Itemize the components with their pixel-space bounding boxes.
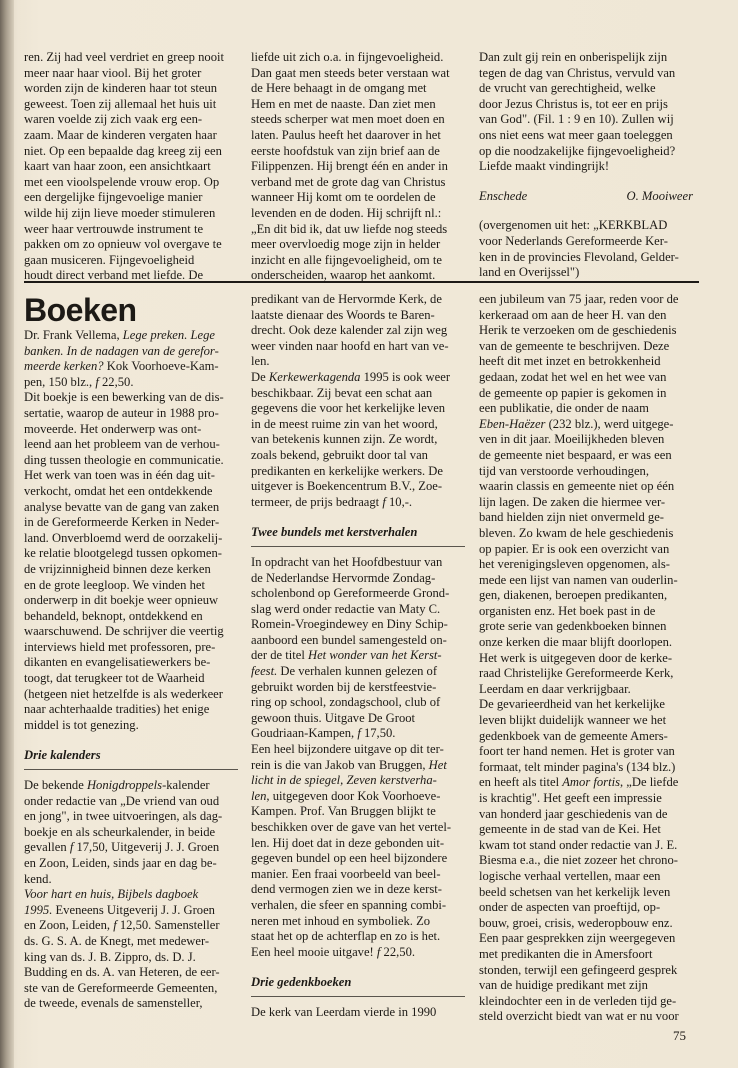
kalenders-text <box>24 778 238 1012</box>
text-line: onder de aspecten van proeftijd, op- <box>479 900 661 915</box>
text-line: staat het op de achterflap en zo is het. <box>251 929 441 944</box>
text-line: (hetgeen niet hetzelfde is als wederkeer <box>24 686 223 701</box>
text-line: meer naar haar viool. Bij het groter <box>24 65 202 80</box>
text-line: steld overzicht biedt van wat er nu voor <box>479 1009 679 1024</box>
text-line: boekje en als scheurkalender, in beide <box>24 824 216 839</box>
text-line: het verenigingsleven opgenomen, als- <box>479 557 670 572</box>
text-line: ons niet eens wat meer gaan toeleggen <box>479 127 673 142</box>
text-line: analyse bevatte van de gang van zaken <box>24 499 220 514</box>
text-line: beschikbaar. Zij bevat een schat aan <box>251 385 433 400</box>
text-line: in de meest ruime zin van het woord, <box>251 416 438 431</box>
text-line: de vrucht van gerechtigheid, welke <box>479 81 656 96</box>
text-line: Het werk is uitgegeven door de kerke- <box>479 650 673 665</box>
text-line: is krachtig". Het geeft een impressie <box>479 791 662 805</box>
text-line: niet. Op een bepaalde dag kreeg zij een <box>24 143 222 158</box>
text-line: Budding en ds. A. van Heteren, de eer- <box>24 965 220 980</box>
text-line: een publikatie, die onder de naam <box>479 401 649 416</box>
text-line: onze kerken die maar blijft doorlopen. <box>479 635 673 650</box>
text-line: de gemeente op papier is gekomen in <box>479 385 667 400</box>
text-line: wilde hij zijn lieve moeder stimuleren <box>24 205 216 220</box>
text-line: meerde kerken? Kok Voorhoeve-Kam- <box>24 359 219 374</box>
kalenders-continued <box>251 292 465 510</box>
text-line: onderwerp in dit boekje weer opnieuw <box>24 593 219 608</box>
text-line: De bekende Honigdroppels-kalender <box>24 778 210 793</box>
text-line: ke relatie blootgelegd tussen opkomen- <box>24 546 222 561</box>
text-line: banken. In de nadagen van de gerefor- <box>24 343 219 358</box>
text-line: op die noodzakelijke fijngevoeligheid? <box>479 143 676 158</box>
text-line: verband met de grote dag van Christus <box>251 174 446 189</box>
source-note <box>479 218 693 280</box>
text-line: de Here behaagt in de omgang met <box>251 81 427 96</box>
text-line: organisten enz. Het boek past in de <box>479 603 656 618</box>
text-line: Leerdam en daar verkrijgbaar. <box>479 681 631 696</box>
text-line: predikanten en kerkelijke werkers. De <box>251 463 443 478</box>
text-line: Goudriaan-Kampen, f 17,50. <box>251 726 396 741</box>
text-line: gebruikt worden bij de kerstfeestvie- <box>251 679 437 694</box>
text-line: van de huidige predikant met zijn <box>479 978 648 993</box>
text-line: tegen de dag van Christus, vervuld van <box>479 65 676 80</box>
text-line: levenden en de doden. Hij schrijft nl.: <box>251 205 442 220</box>
text-line: ring op school, zondagschool, club of <box>251 695 441 710</box>
text-line: onderscheiden, waarop het aankomt. <box>251 268 436 283</box>
text-line: stonden, terwijl een gefingeerd gesprek <box>479 962 678 977</box>
text-line: kerkeraad om aan de heer H. van den <box>479 307 667 322</box>
text-line: pen, 150 blz., f 22,50. <box>24 374 134 389</box>
text-line: Voor hart en huis, Bijbels dagboek <box>24 887 199 902</box>
text-line: gewoon thuis. Uitgave De Groot <box>251 710 416 725</box>
text-line: met predikanten die in Amersfoort <box>479 946 653 961</box>
text-line: leend aan het probleem van de verhou- <box>24 437 220 452</box>
text-line: gegevens die voor het kerkelijke leven <box>251 401 446 416</box>
text-line: Een heel bijzondere uitgave op dit ter- <box>251 742 444 757</box>
text-line: licht in de spiegel, Zeven kerstverha- <box>251 773 437 788</box>
signature <box>479 189 693 205</box>
text-line: dikanten en evangelisatiewerkers be- <box>24 655 211 670</box>
text-line: In opdracht van het Hoofdbestuur van <box>251 554 443 569</box>
text-line: weer vinden naar hoofd en hart van ve- <box>251 338 449 353</box>
text-line: ken in de provincies Flevoland, Gelder- <box>479 249 679 264</box>
text-line: met een vioolspelende vrouw erop. Op <box>24 174 220 189</box>
text-line: de tweede, evenals de samensteller, <box>24 996 203 1011</box>
signature-place: Enschede <box>479 188 528 203</box>
text-line: Dan zult gij rein en onberispelijk zijn <box>479 50 668 64</box>
book-vellema-reference <box>24 328 238 390</box>
top-column-3 <box>479 50 693 281</box>
section-title: Boeken <box>24 292 137 328</box>
text-line: rein is die van Jakob van Bruggen, Het <box>251 757 447 772</box>
text-line: feest. De verhalen kunnen gelezen of <box>251 664 438 679</box>
text-line: van honderd jaar geschiedenis van de <box>479 806 668 821</box>
text-line: waarschuwend. De schrijver die veertig <box>24 624 224 639</box>
text-line: naar achterhaalde tradities) het enige <box>24 702 210 717</box>
text-line: Eben-Haëzer (232 blz.), werd uitgege- <box>479 416 674 431</box>
text-line: foort ter hand nemen. Het is groter van <box>479 744 675 759</box>
text-line: beschikken over de gave van het vertel- <box>251 820 452 834</box>
text-line: inzicht en alle fijngevoeligheid, om te <box>251 252 442 267</box>
text-line: land en Overijssel") <box>479 265 580 280</box>
text-line: Het werk van toen was in één dag uit- <box>24 468 215 483</box>
text-line: gevallen f 17,50, Uitgeverij J. J. Groen <box>24 840 220 855</box>
text-line: manier. Een fraai voorbeeld van beel- <box>251 866 441 881</box>
text-line: land. Onverbloemd werd de oorzakelij- <box>24 530 223 545</box>
text-line: liefde uit zich o.a. in fijngevoeligheid. <box>251 50 444 64</box>
text-line: Herik te verzoeken om de geschiedenis <box>479 323 677 338</box>
text-line: Een heel mooie uitgave! f 22,50. <box>251 944 416 959</box>
text-line: logische verhaal vertellen, maar een <box>479 868 661 883</box>
text-line: verkocht, omdat het een ontdekkende <box>24 483 213 498</box>
text-line: heeft dit met inzet en betrokkenheid <box>479 354 661 369</box>
text-line: mede een lijst van namen van ouderlin- <box>479 572 678 587</box>
text-line: van God". (Fil. 1 : 9 en 10). Zullen wij <box>479 112 674 127</box>
gedenkboeken-text <box>251 1005 465 1021</box>
text-line: van de gemeente te beschrijven. Deze <box>479 338 670 353</box>
text-line: weer haar vertrouwde instrument te <box>24 221 204 236</box>
text-line: op papier. Er is ook een overzicht van <box>479 541 670 556</box>
text-line: zoals bekend, gebruikt door tal van <box>251 447 428 462</box>
text-line: De kerk van Leerdam vierde in 1990 <box>251 1004 437 1019</box>
text-line: meer overvloedig moge zijn in helder <box>251 237 441 252</box>
text-line: de gemeente niet bespaard, er was een <box>479 447 672 462</box>
text-line: kend. <box>24 871 52 886</box>
text-line: gegeven bundel op een heel bijzondere <box>251 851 448 866</box>
text-line: bouw, groei, crisis, wederopbouw enz. <box>479 915 673 930</box>
text-line: king van ds. J. B. Zippro, ds. D. J. <box>24 949 196 964</box>
text-line: 1995. Eveneens Uitgeverij J. J. Groen <box>24 902 215 917</box>
text-line: gaan musiceren. Fijngevoeligheid <box>24 252 195 267</box>
text-line: interviews hield met professoren, pre- <box>24 639 216 654</box>
text-line: der de titel Het wonder van het Kerst- <box>251 648 442 663</box>
text-line: in de Gereformeerde Kerken in Neder- <box>24 515 220 530</box>
closing-paragraph <box>479 50 693 175</box>
text-line: middel is tot genezing. <box>24 717 139 732</box>
text-line: Kampen. Prof. Van Bruggen blijkt te <box>251 804 436 819</box>
text-line: ds. G. S. A. de Knegt, met medewer- <box>24 933 210 948</box>
text-line: wanneer Hij komt om te oordelen de <box>251 190 436 205</box>
signature-author: O. Mooiweer <box>626 188 693 203</box>
text-line: band hielden zijn niet onvermeld ge- <box>479 510 664 525</box>
text-line: kleindochter een in de verleden tijd ge- <box>479 993 677 1008</box>
text-line: toogt, dat terugkeer tot de Waarheid <box>24 671 205 686</box>
kerstverhalen-text <box>251 555 465 960</box>
text-line: Dr. Frank Vellema, Lege preken. Lege <box>24 328 215 342</box>
books-column-3 <box>479 292 693 1025</box>
text-line: ste van de Gereformeerde Gemeenten, <box>24 980 218 995</box>
text-line: houdt direct verband met liefde. De <box>24 268 204 283</box>
text-line: steeds scherper wat men moet doen en <box>251 112 445 127</box>
text-line: grote serie van gedenkboeken binnen <box>479 619 667 634</box>
text-line: dend vermogen zien we in deze kerst- <box>251 882 442 897</box>
text-line: geweest. Toen zij allemaal het huis uit <box>24 96 217 111</box>
heading-kerstverhalen: Twee bundels met kerstverhalen <box>251 525 465 547</box>
text-line: (overgenomen uit het: „KERKBLAD <box>479 218 668 233</box>
heading-drie-gedenkboeken: Drie gedenkboeken <box>251 975 465 997</box>
text-line: laatste dienaar des Woords te Baren- <box>251 307 435 322</box>
text-line: zaam. Maar de kinderen vergaten haar <box>24 127 217 142</box>
text-line: moveerde. Het onderwerp was ont- <box>24 421 202 436</box>
text-line: len. <box>251 354 270 369</box>
text-line: gemeente in de stad van de Kei. Het <box>479 822 661 837</box>
text-line: neren met inhoud en symboliek. Zo <box>251 913 431 928</box>
text-line: len. Hij doet dat in deze gebonden uit- <box>251 835 445 850</box>
page-number: 75 <box>673 1028 686 1043</box>
text-line: onder redactie van „De vriend van oud <box>24 793 220 808</box>
text-line: „En dit bid ik, dat uw liefde nog steeds <box>251 221 448 236</box>
text-line: laten. Paulus heeft het daarover in het <box>251 127 441 142</box>
text-line: scholenbond op Gereformeerde Grond- <box>251 586 450 601</box>
text-line: ven in dit jaar. Moeilijkheden bleven <box>479 432 665 447</box>
text-line: slag werd onder redactie van Maty C. <box>251 601 441 616</box>
text-line: termeer, de prijs bedraagt f 10,-. <box>251 494 413 509</box>
text-line: leven blijkt duidelijk wanneer we het <box>479 713 667 728</box>
text-line: van betekenis kunnen zijn. Ze wordt, <box>251 432 438 447</box>
text-line: door Jezus Christus is, tot eer en prijs <box>479 96 668 111</box>
text-line: en Zoon, Leiden, sinds jaar en dag be- <box>24 856 217 870</box>
text-line: ren. Zij had veel verdriet en greep nooit <box>24 50 225 64</box>
text-line: kaart van haar zoon, een ansichtkaart <box>24 159 211 174</box>
text-line: en heeft als titel Amor fortis, „De liefde <box>479 775 679 790</box>
text-line: een dergelijke fijngevoelige manier <box>24 190 203 205</box>
text-line: verhalen, die sfeer en spanning combi- <box>251 897 447 912</box>
top-column-1 <box>24 50 238 284</box>
text-line: pakken om zo opnieuw vol overgave te <box>24 237 222 252</box>
text-line: Dit boekje is een bewerking van de dis- <box>24 390 224 405</box>
text-line: Liefde maakt vindingrijk! <box>479 159 610 174</box>
text-line: de vrijzinnigheid binnen deze kerken <box>24 561 211 576</box>
text-line: waren voelde zij zich vaak erg een- <box>24 112 203 127</box>
text-line: worden zijn de kinderen haar tot steun <box>24 81 218 96</box>
text-line: Dan gaat men steeds beter verstaan wat <box>251 65 450 80</box>
text-line: lijn lagen. De zaken die hiermee ver- <box>479 494 666 509</box>
text-line: predikant van de Hervormde Kerk, de <box>251 292 442 306</box>
top-column-2 <box>251 50 465 284</box>
text-line: beeld schetsen van het kerkelijk leven <box>479 884 671 899</box>
text-line: en Zoon, Leiden, f 12,50. Samensteller <box>24 918 220 933</box>
text-line: uitgever is Boekencentrum B.V., Zoe- <box>251 479 443 494</box>
text-line: Biesma e.a., die niet zozeer het chrono- <box>479 853 678 868</box>
text-line: De Kerkewerkagenda 1995 is ook weer <box>251 369 451 384</box>
text-line: len, uitgegeven door Kok Voorhoeve- <box>251 788 441 803</box>
text-line: sertatie, waarop de auteur in 1988 pro- <box>24 405 219 420</box>
books-column-1 <box>24 292 238 1012</box>
text-line: Hem en met de naaste. Dan ziet men <box>251 96 436 111</box>
text-line: voor Nederlands Gereformeerde Ker- <box>479 233 668 248</box>
books-column-2 <box>251 292 465 1021</box>
text-line: tijd van verstoorde verhoudingen, <box>479 463 649 478</box>
page-spine-shadow <box>0 0 14 1068</box>
text-line: eerste hoofdstuk van zijn brief aan de <box>251 143 440 158</box>
text-line: Filippenzen. Hij brengt één en ander in <box>251 159 448 174</box>
text-line: formaat, telt minder pagina's (134 blz.) <box>479 759 676 774</box>
text-line: raad Christelijke Gereformeerde Kerk, <box>479 666 674 681</box>
text-line: de Nederlandse Hervormde Zondag- <box>251 570 436 585</box>
text-line: gedaan, zodat het wel en het wee van <box>479 369 667 384</box>
text-line: aanboord een bundel samengesteld on- <box>251 632 447 647</box>
book-vellema-review <box>24 390 238 733</box>
text-line: kwam tot stand onder redactie van J. E. <box>479 837 678 852</box>
text-line: Een paar gesprekken zijn weergegeven <box>479 931 676 946</box>
text-line: en de grote leegloop. We vinden het <box>24 577 205 592</box>
section-divider <box>24 281 699 283</box>
text-line: en jong", in twee uitvoeringen, als dag- <box>24 809 223 824</box>
text-line: ding tussen theologie en communicatie. <box>24 452 224 467</box>
text-line: De gevarieerdheid van het kerkelijke <box>479 697 666 712</box>
text-line: bleven. Zo kwam de hele geschiedenis <box>479 525 674 540</box>
text-line: Romein-Vroegindewey en Diny Schip- <box>251 617 448 632</box>
text-line: drecht. Ook deze kalender zal zijn weg <box>251 323 448 338</box>
text-line: gen, diakenen, beroepen predikanten, <box>479 588 668 603</box>
text-line: gedenkboek van de gemeente Amers- <box>479 728 668 743</box>
heading-drie-kalenders: Drie kalenders <box>24 748 238 770</box>
text-line: behandeld, beknopt, ontdekkend en <box>24 608 203 623</box>
text-line: een jubileum van 75 jaar, reden voor de <box>479 292 679 306</box>
text-line: waarin classis en gemeente niet op één <box>479 479 675 494</box>
